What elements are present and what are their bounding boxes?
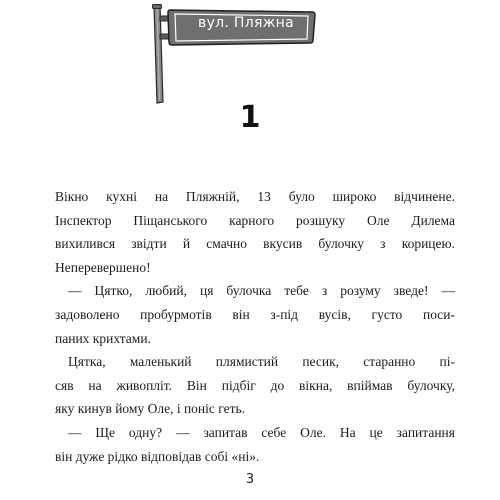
text-line: яку кинув йому Оле, і поніс геть.	[55, 401, 246, 417]
text-line: він дуже рідко відповідав собі «ні».	[55, 448, 260, 464]
street-sign-illustration	[148, 4, 318, 104]
text-line: сяв на живопліт. Він підбіг до вікна, впіймав булочку,	[55, 377, 455, 393]
street-sign-label: вул. Пляжна	[198, 15, 294, 31]
text-line: вихилився звідти й смачно вкусив булочку з корицею.	[55, 236, 455, 252]
text-line: — Цятко, любий, ця булочка тебе з розуму зведе! —	[68, 283, 455, 299]
page-number: 3	[245, 472, 255, 487]
text-line: задоволено пробурмотів він з-під вусів, густо поси-	[55, 306, 455, 322]
text-line: Вікно кухні на Пляжній, 13 було широко відчинене.	[55, 189, 455, 204]
text-line: Інспектор Піщанського карного розшуку Оле Дилема	[55, 212, 455, 228]
chapter-number: 1	[239, 100, 261, 135]
text-line: Неперевершено!	[55, 259, 151, 275]
text-line: паних крихтами.	[55, 330, 151, 346]
body-text	[55, 185, 455, 468]
text-line: Цятка, маленький плямистий песик, старанно пі-	[68, 354, 455, 370]
text-line: — Ще одну? — запитав себе Оле. На це запитання	[68, 424, 455, 440]
